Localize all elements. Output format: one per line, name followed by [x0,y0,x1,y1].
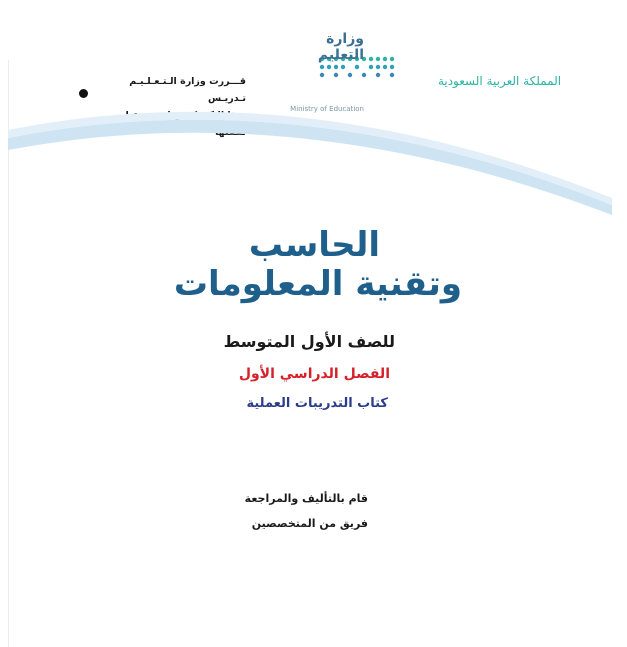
book-type-label: كتاب التدريبات العملية [246,396,388,411]
decree-line-1: قـــررت وزارة الـتـعـلـيـم تـدريـس [129,76,246,104]
book-title-line-2: وتقنية المعلومات [173,264,462,304]
ministry-name-english: Ministry of Education [290,105,364,113]
book-title-line-1: الحاسب [248,225,380,265]
grade-label: للصف الأول المتوسط [223,332,395,351]
credits-line-2: فريق من المتخصصين [251,517,368,530]
ministry-name-arabic: وزارة التعليم [317,31,364,63]
credits-line-1: قام بالتأليف والمراجعة [244,492,368,505]
decorative-arc [0,0,627,260]
semester-label: الفصل الدراسي الأول [238,366,390,382]
kingdom-name: المملكة العربية السعودية [437,74,562,88]
